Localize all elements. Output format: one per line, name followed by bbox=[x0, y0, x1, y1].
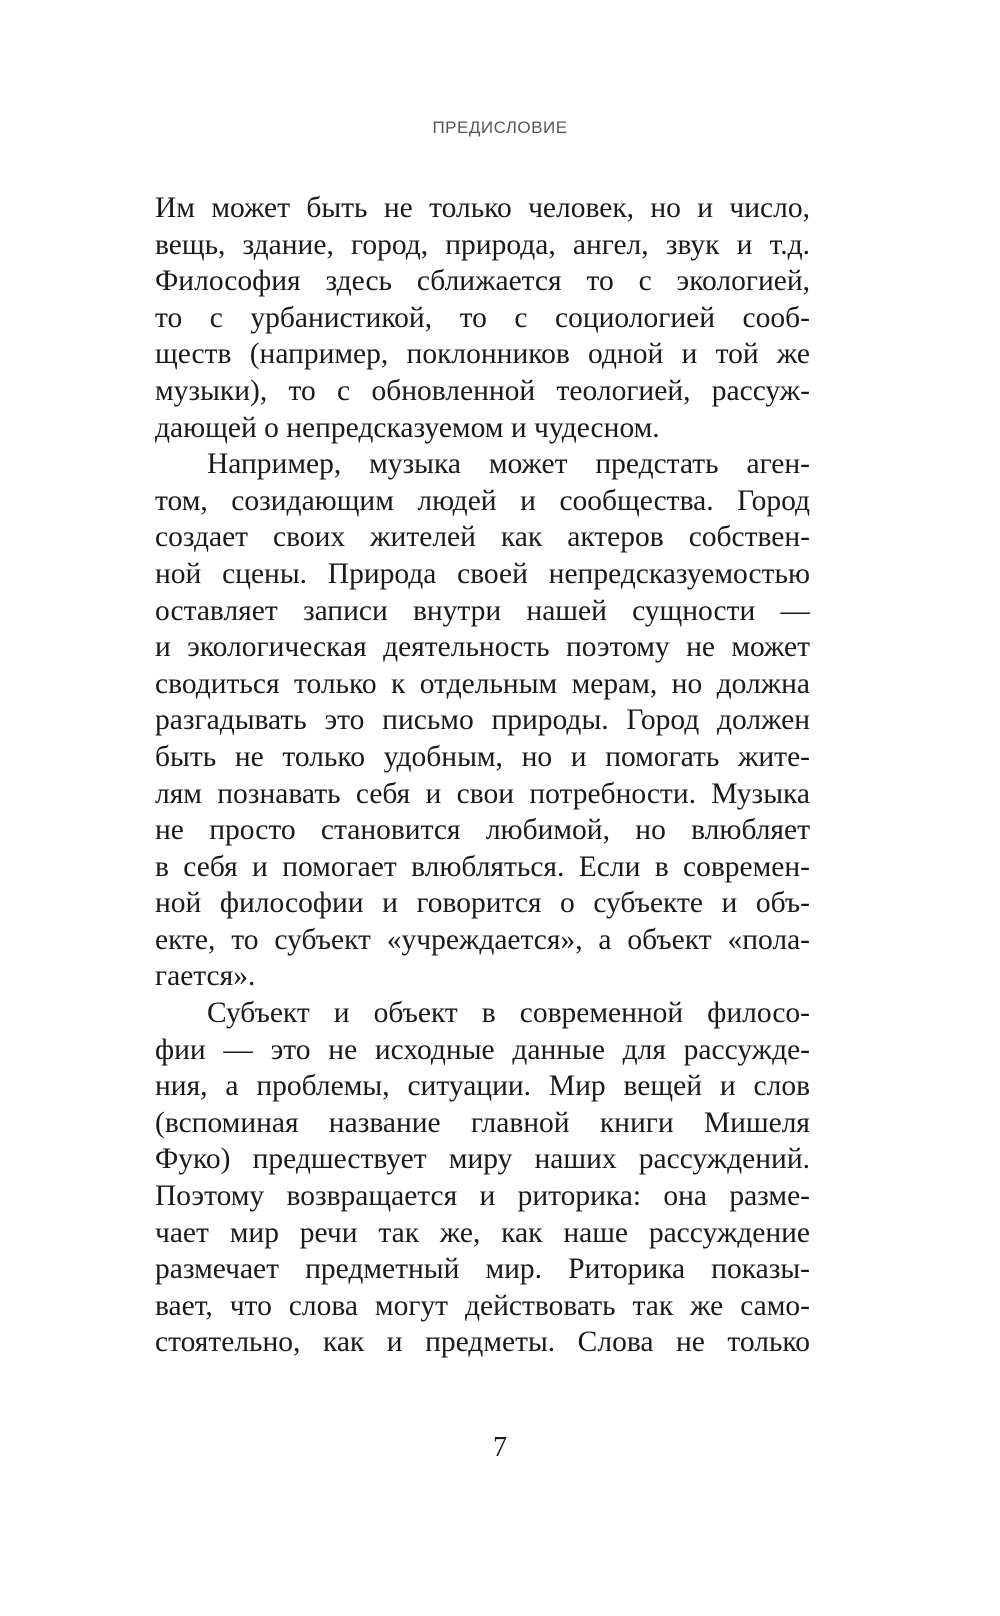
text-line: ной философии и говорится о субъекте и объ- bbox=[155, 887, 810, 920]
text-line: Например, музыка может предстать аген- bbox=[207, 448, 810, 481]
text-line: Поэтому возвращается и риторика: она разме- bbox=[155, 1180, 810, 1213]
text-line: вещь, здание, город, природа, ангел, звук и т.д. bbox=[155, 228, 810, 261]
text-line: то с урбанистикой, то с социологией сооб- bbox=[155, 301, 810, 334]
text-line: (вспоминая название главной книги Мишеля bbox=[155, 1106, 810, 1139]
text-line: Им может быть не только человек, но и число, bbox=[155, 192, 810, 224]
text-line: дающей о непредсказуемом и чудесном. bbox=[155, 411, 660, 444]
text-line: ния, а проблемы, ситуации. Мир вещей и слов bbox=[155, 1070, 810, 1103]
text-line: том, созидающим людей и сообщества. Город bbox=[155, 484, 810, 517]
page-number: 7 bbox=[493, 1432, 507, 1463]
text-line: разгадывать это письмо природы. Город должен bbox=[155, 704, 810, 737]
text-line: не просто становится любимой, но влюбляет bbox=[155, 814, 810, 847]
text-line: быть не только удобным, но и помогать жите- bbox=[155, 740, 810, 773]
text-line: фии — это не исходные данные для рассужде- bbox=[155, 1033, 810, 1066]
text-line: ной сцены. Природа своей непредсказуемостью bbox=[155, 557, 810, 590]
text-line: создает своих жителей как актеров собствен- bbox=[155, 521, 810, 554]
text-line: размечает предметный мир. Риторика показы- bbox=[155, 1253, 810, 1286]
text-line: гается». bbox=[155, 960, 256, 993]
text-line: вает, что слова могут действовать так же само- bbox=[155, 1289, 810, 1322]
text-line: Фуко) предшествует миру наших рассуждений. bbox=[155, 1143, 810, 1176]
body-text bbox=[155, 190, 810, 1361]
text-line: и экологическая деятельность поэтому не может bbox=[155, 631, 810, 664]
text-line: сводиться только к отдельным мерам, но должна bbox=[155, 667, 810, 700]
text-line: ществ (например, поклонников одной и той же bbox=[155, 338, 810, 371]
text-line: музыки), то с обновленной теологией, рассуж- bbox=[155, 374, 810, 407]
text-line: Субъект и объект в современной филосо- bbox=[207, 997, 810, 1030]
text-line: оставляет записи внутри нашей сущности — bbox=[155, 594, 810, 627]
text-line: лям познавать себя и свои потребности. Музыка bbox=[155, 777, 810, 810]
text-line: в себя и помогает влюбляться. Если в современ- bbox=[155, 850, 810, 883]
text-line: екте, то субъект «учреждается», а объект «пола- bbox=[155, 923, 810, 956]
text-line: Философия здесь сближается то с экологией, bbox=[155, 265, 810, 298]
text-line: чает мир речи так же, как наше рассуждение bbox=[155, 1216, 810, 1249]
text-line: стоятельно, как и предметы. Слова не только bbox=[155, 1326, 810, 1359]
running-head: ПРЕДИСЛОВИЕ bbox=[432, 118, 568, 137]
